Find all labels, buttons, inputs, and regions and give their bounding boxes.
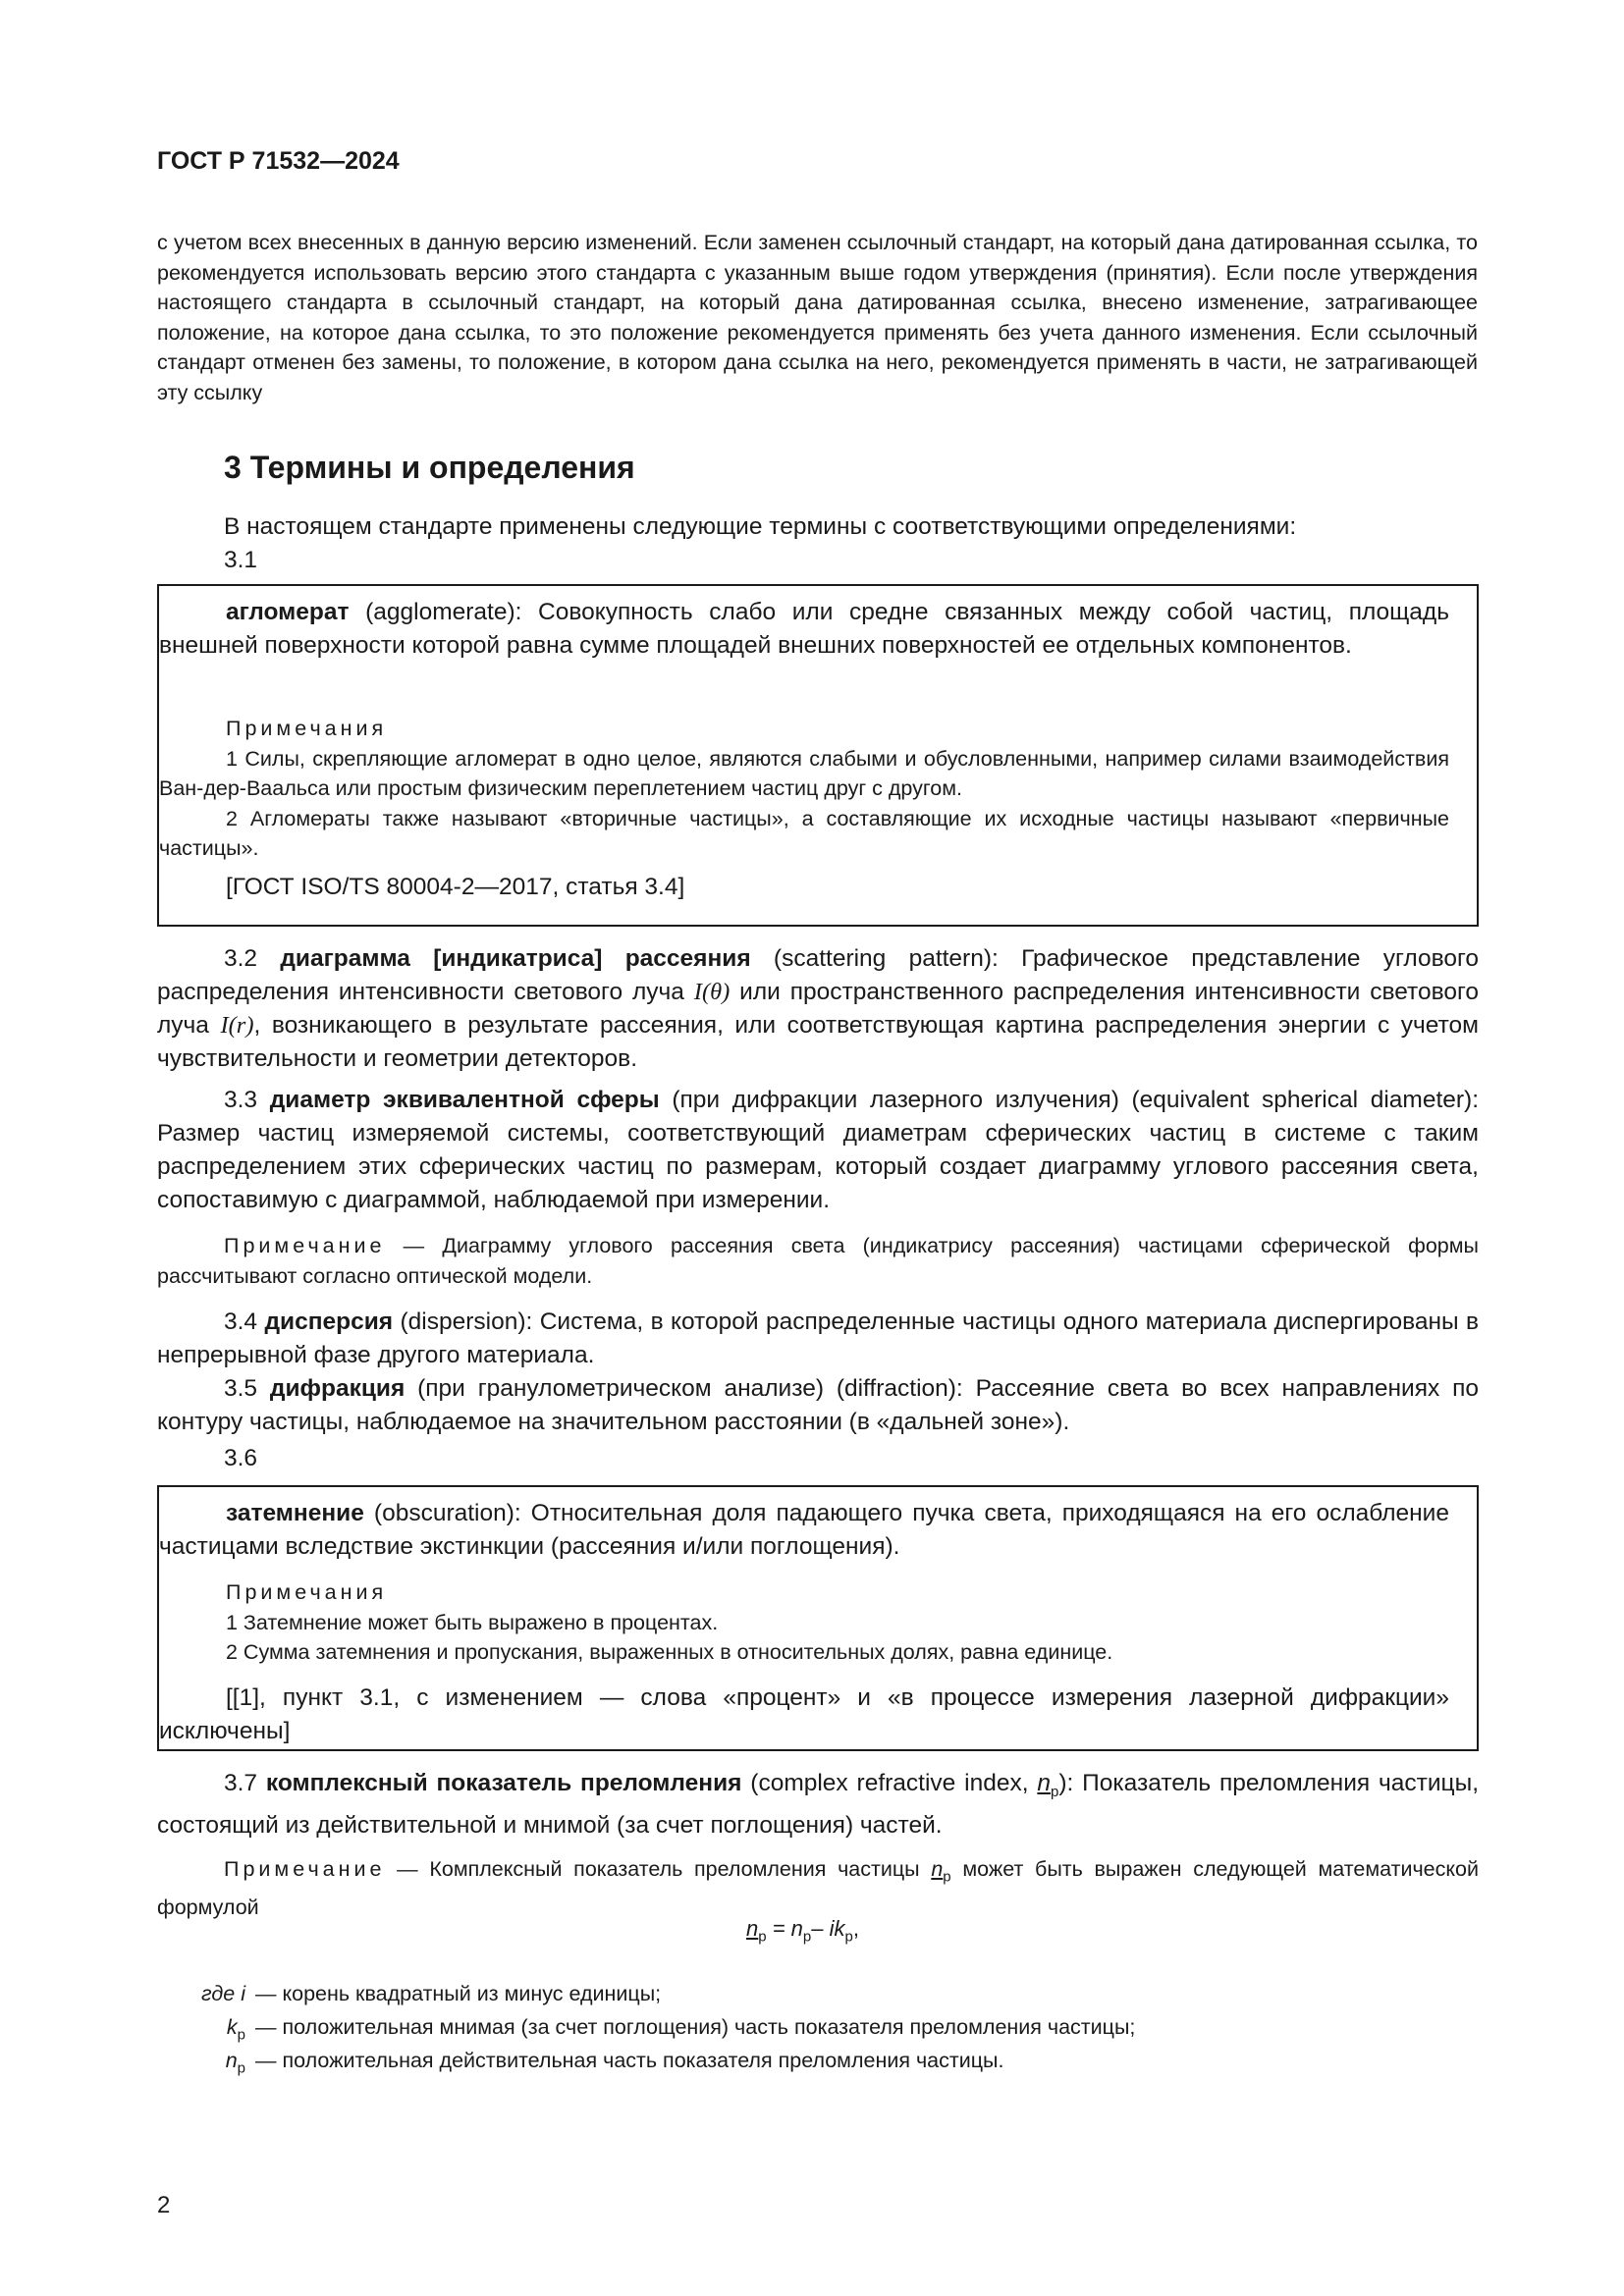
where-symbol-n-sub: p: [237, 2059, 245, 2077]
intro-paragraph: с учетом всех внесенных в данную версию изменений. Если заменен ссылочный стандарт, на который дана датированная ссылка, то рекомендуется использовать версию этого стандарта с указанным выше годом утверждения (принятия). Если после утверждения настоящего стандарта в ссылочный стандарт, на который дана датированная ссылка, внесено изменение, затрагивающее положение, на которое дана ссылка, то это положение рекомендуется применять без учета данного изменения. Если ссылочный стандарт отменен без замены, то положение, в котором дана ссылка на него, рекомендуется применять в части, не затрагивающей эту ссылку: [157, 231, 1478, 404]
term-obscuration-definition: (obscuration): Относительная доля падающего пучка света, приходящаяся на его ослабление частицами вследствие экстинкции (рассеяния и/или поглощения).: [159, 1500, 1449, 1560]
term-number-3-4: 3.4: [224, 1308, 258, 1335]
formula-rhs-ik: – ik: [811, 1916, 845, 1941]
term-3-2: [157, 942, 1479, 1076]
note-symbol-subscript: p: [943, 1868, 951, 1886]
where-text-i: — корень квадратный из минус единицы;: [255, 1982, 662, 2005]
term-diffraction: дифракция: [269, 1375, 406, 1402]
formula-rhs-ik-sub: p: [844, 1928, 853, 1946]
where-line-n: [157, 2046, 1003, 2083]
section-lead: [224, 510, 1481, 577]
formula: [746, 1916, 859, 1945]
document-header: ГОСТ Р 71532—2024: [157, 147, 400, 175]
term-3-2-definition-c: , возникающего в результате рассеяния, или соответствующая картина распределения энергии с учетом чувствительности и геометрии детекторов.: [157, 1012, 1480, 1072]
term-complex-refractive-index: комплексный показатель преломления: [265, 1770, 742, 1796]
note-label-3-7: Примечание: [224, 1856, 386, 1881]
symbol-n-complex: n: [1037, 1770, 1052, 1796]
term-3-3-definition: (при дифракции лазерного излучения) (equivalent spherical diameter): Размер частиц измеряемой системы, соответствующий диаметрам сферических частиц в системе с таким распределением этих сферических частиц по размерам, который создает диаграмму углового рассеяния света, сопоставимую с диаграммой, наблюдаемой при измерении.: [157, 1087, 1480, 1213]
term-3-7-definition-a: (complex refractive index,: [750, 1770, 1029, 1796]
where-symbol-i: где i: [201, 1982, 245, 2005]
note-label-3-3: Примечание: [224, 1234, 386, 1257]
term-3-3: [157, 1084, 1479, 1291]
term-3-7: [157, 1767, 1479, 1922]
source-3-1: [ГОСТ ISO/TS 80004-2—2017, статья 3.4]: [226, 874, 685, 900]
term-agglomerate-definition: (agglomerate): Совокупность слабо или средне связанных между собой частиц, площадь внешней поверхности которой равна сумме площадей внешних поверхностей ее отдельных компонентов.: [159, 599, 1449, 659]
formula-lhs: n: [746, 1916, 759, 1941]
note-3-6-1: 1 Затемнение может быть выражено в процентах.: [226, 1610, 719, 1634]
term-scattering-pattern: диаграмма [индикатриса] рассеяния: [280, 945, 751, 972]
note-3-7-b: может быть выражен следующей математической формулой: [157, 1856, 1479, 1919]
section-title: 3 Термины и определения: [224, 450, 635, 485]
formula-end: ,: [852, 1916, 859, 1941]
term-box-3-1: [157, 584, 1479, 927]
term-agglomerate: агломерат: [226, 599, 350, 625]
term-3-2-definition-a: (scattering pattern): Графическое представление углового распределения интенсивности светового луча: [157, 945, 1480, 1005]
where-line-i: [157, 1979, 661, 2008]
where-symbol-k: k: [226, 2015, 238, 2039]
term-number-3-5: 3.5: [224, 1375, 258, 1402]
page-number: 2: [157, 2192, 171, 2218]
term-box-3-6: [157, 1485, 1479, 1751]
term-number-3-2: 3.2: [224, 945, 258, 972]
term-3-4: [157, 1306, 1479, 1439]
symbol-i-theta: I(θ): [693, 979, 731, 1005]
term-equivalent-diameter: диаметр эквивалентной сферы: [269, 1087, 660, 1113]
note-3-1-2: 2 Агломераты также называют «вторичные частицы», а составляющие их исходные частицы называют «первичные частицы».: [159, 806, 1449, 860]
note-symbol-n: n: [931, 1856, 944, 1881]
term-number-3-7: 3.7: [224, 1770, 258, 1796]
where-symbol-n: n: [225, 2049, 238, 2072]
note-3-6-2: 2 Сумма затемнения и пропускания, выраженных в относительных долях, равна единице.: [226, 1640, 1113, 1664]
symbol-subscript-p: p: [1051, 1783, 1059, 1800]
term-3-7-definition-b: ): Показатель преломления частицы, состоящий из действительной и мнимой (за счет поглощения) частей.: [157, 1770, 1479, 1839]
notes-title-3-1: Примечания: [226, 717, 388, 740]
where-text-k: — положительная мнимая (за счет поглощения) часть показателя преломления частицы;: [255, 2015, 1136, 2039]
term-number-3-3: 3.3: [224, 1087, 258, 1113]
symbol-i-r: I(r): [220, 1012, 254, 1039]
formula-lhs-sub: p: [758, 1928, 767, 1946]
term-obscuration: затемнение: [226, 1500, 364, 1526]
term-number-3-6: 3.6: [224, 1445, 258, 1471]
where-symbol-k-sub: p: [237, 2026, 245, 2044]
term-dispersion: дисперсия: [264, 1308, 394, 1335]
term-3-4-definition: (dispersion): Система, в которой распределенные частицы одного материала диспергированы в непрерывной фазе другого материала.: [157, 1308, 1479, 1368]
note-3-7-a: — Комплексный показатель преломления частицы: [397, 1856, 920, 1881]
lead-text: В настоящем стандарте применены следующие термины с соответствующими определениями:: [224, 513, 1297, 540]
source-3-6: [[1], пункт 3.1, с изменением — слова «процент» и «в процессе измерения лазерной дифракции» исключены]: [159, 1684, 1449, 1744]
where-text-n: — положительная действительная часть показателя преломления частицы.: [255, 2049, 1004, 2072]
formula-rhs-n-sub: p: [802, 1928, 812, 1946]
term-number-3-1: 3.1: [224, 547, 258, 573]
term-3-2-definition-b: или пространственного распределения интенсивности светового луча: [157, 979, 1479, 1039]
where-line-k: [157, 2012, 1135, 2050]
notes-title-3-6: Примечания: [226, 1580, 388, 1604]
term-3-5-definition: (при гранулометрическом анализе) (diffraction): Рассеяние света во всех направлениях по контуру частицы, наблюдаемое на значительном расстоянии (в «дальней зоне»).: [157, 1375, 1479, 1435]
note-3-1-1: 1 Силы, скрепляющие агломерат в одно целое, являются слабыми и обусловленными, например силами взаимодействия Ван-дер-Ваальса или простым физическим переплетением частиц друг с другом.: [159, 746, 1449, 800]
note-3-3: — Диаграмму углового рассеяния света (индикатрису рассеяния) частицами сферической формы рассчитывают согласно оптической модели.: [157, 1234, 1479, 1288]
formula-rhs-n: = n: [772, 1916, 803, 1941]
